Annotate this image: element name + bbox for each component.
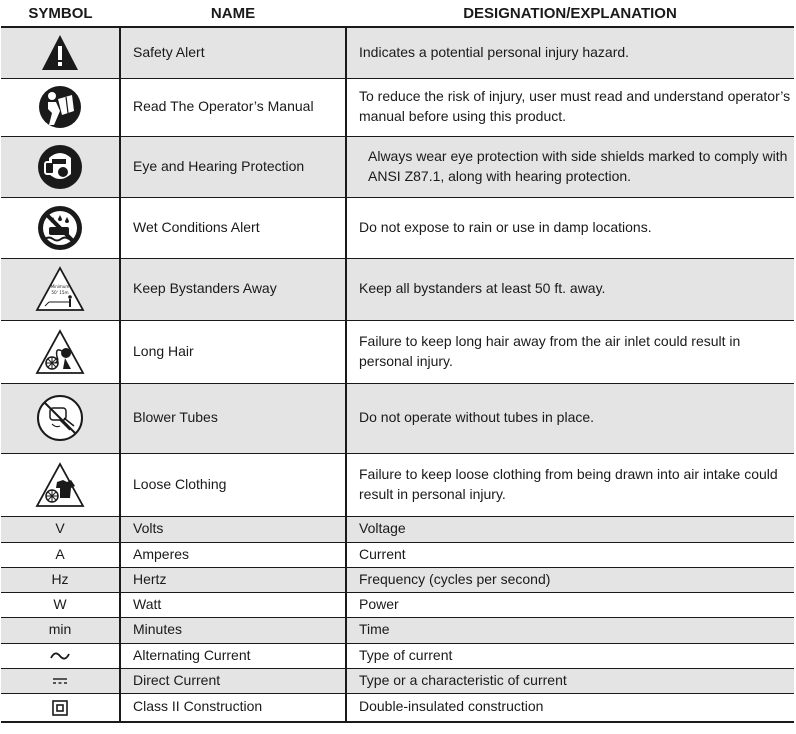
direct-current-icon	[52, 676, 68, 686]
table-row	[1, 516, 794, 542]
svg-text:50' 15m: 50' 15m	[51, 290, 69, 295]
row-name: Read The Operator’s Manual	[120, 78, 346, 136]
blower-tubes-icon	[36, 394, 84, 442]
row-designation: Double-insulated construction	[346, 693, 794, 722]
table-row	[1, 592, 794, 617]
symbol-text: Hz	[1, 567, 120, 592]
symbol-cell	[1, 197, 120, 258]
row-designation: Do not expose to rain or use in damp locations.	[346, 197, 794, 258]
row-designation: Current	[346, 542, 794, 567]
row-name: Long Hair	[120, 320, 346, 383]
table-row	[1, 643, 794, 668]
svg-text:Minimum: Minimum	[50, 284, 70, 289]
row-designation: Power	[346, 592, 794, 617]
row-designation: Time	[346, 617, 794, 643]
row-name: Watt	[120, 592, 346, 617]
table-row	[1, 453, 794, 516]
row-name: Eye and Hearing Protection	[120, 136, 346, 197]
long-hair-icon	[35, 329, 85, 375]
symbol-cell	[1, 27, 120, 78]
table-row	[1, 197, 794, 258]
loose-clothing-icon	[35, 462, 85, 508]
row-designation: Type or a characteristic of current	[346, 668, 794, 693]
symbol-text: min	[1, 617, 120, 643]
row-designation: Indicates a potential personal injury hazard.	[346, 27, 794, 78]
row-designation: Failure to keep loose clothing from being drawn into air intake could result in personal injury.	[346, 453, 794, 516]
class-ii-construction-icon	[52, 700, 68, 716]
keep-bystanders-away-icon	[35, 266, 85, 312]
alternating-current-icon	[49, 649, 71, 663]
eye-hearing-protection-icon	[37, 144, 83, 190]
row-name: Volts	[120, 516, 346, 542]
row-designation: Failure to keep long hair away from the air inlet could result in personal injury.	[346, 320, 794, 383]
symbol-cell	[1, 643, 120, 668]
row-name: Hertz	[120, 567, 346, 592]
row-designation: Keep all bystanders at least 50 ft. away.	[346, 258, 794, 320]
row-designation: Always wear eye protection with side shields marked to comply with ANSI Z87.1, along with hearing protection.	[346, 136, 794, 197]
row-designation: Do not operate without tubes in place.	[346, 383, 794, 453]
table-row	[1, 383, 794, 453]
row-designation: Type of current	[346, 643, 794, 668]
row-designation: Voltage	[346, 516, 794, 542]
row-designation: To reduce the risk of injury, user must read and understand operator’s manual before using this product.	[346, 78, 794, 136]
row-name: Amperes	[120, 542, 346, 567]
symbols-table	[1, 0, 794, 723]
symbol-cell	[1, 78, 120, 136]
symbol-text: A	[1, 542, 120, 567]
row-designation: Frequency (cycles per second)	[346, 567, 794, 592]
row-name: Loose Clothing	[120, 453, 346, 516]
table-row	[1, 567, 794, 592]
read-manual-icon	[38, 85, 82, 129]
table-row	[1, 258, 794, 320]
row-name: Alternating Current	[120, 643, 346, 668]
symbol-text: W	[1, 592, 120, 617]
symbol-cell	[1, 320, 120, 383]
table-header	[1, 0, 794, 27]
row-name: Direct Current	[120, 668, 346, 693]
symbol-cell	[1, 383, 120, 453]
table-row	[1, 542, 794, 567]
row-name: Safety Alert	[120, 27, 346, 78]
row-name: Minutes	[120, 617, 346, 643]
table-row	[1, 78, 794, 136]
symbol-cell	[1, 693, 120, 722]
symbol-cell	[1, 136, 120, 197]
table-row	[1, 617, 794, 643]
symbol-cell	[1, 453, 120, 516]
table-row	[1, 136, 794, 197]
symbol-text: V	[1, 516, 120, 542]
table-row	[1, 320, 794, 383]
row-name: Class II Construction	[120, 693, 346, 722]
safety-alert-icon	[40, 33, 80, 73]
table-row	[1, 668, 794, 693]
header-designation: DESIGNATION/EXPLANATION	[346, 0, 794, 27]
row-name: Blower Tubes	[120, 383, 346, 453]
row-name: Keep Bystanders Away	[120, 258, 346, 320]
header-name: NAME	[120, 0, 346, 27]
wet-conditions-icon	[37, 205, 83, 251]
symbol-cell	[1, 258, 120, 320]
table-row	[1, 27, 794, 78]
header-symbol: SYMBOL	[1, 0, 120, 27]
table-row	[1, 693, 794, 722]
symbol-cell	[1, 668, 120, 693]
row-name: Wet Conditions Alert	[120, 197, 346, 258]
